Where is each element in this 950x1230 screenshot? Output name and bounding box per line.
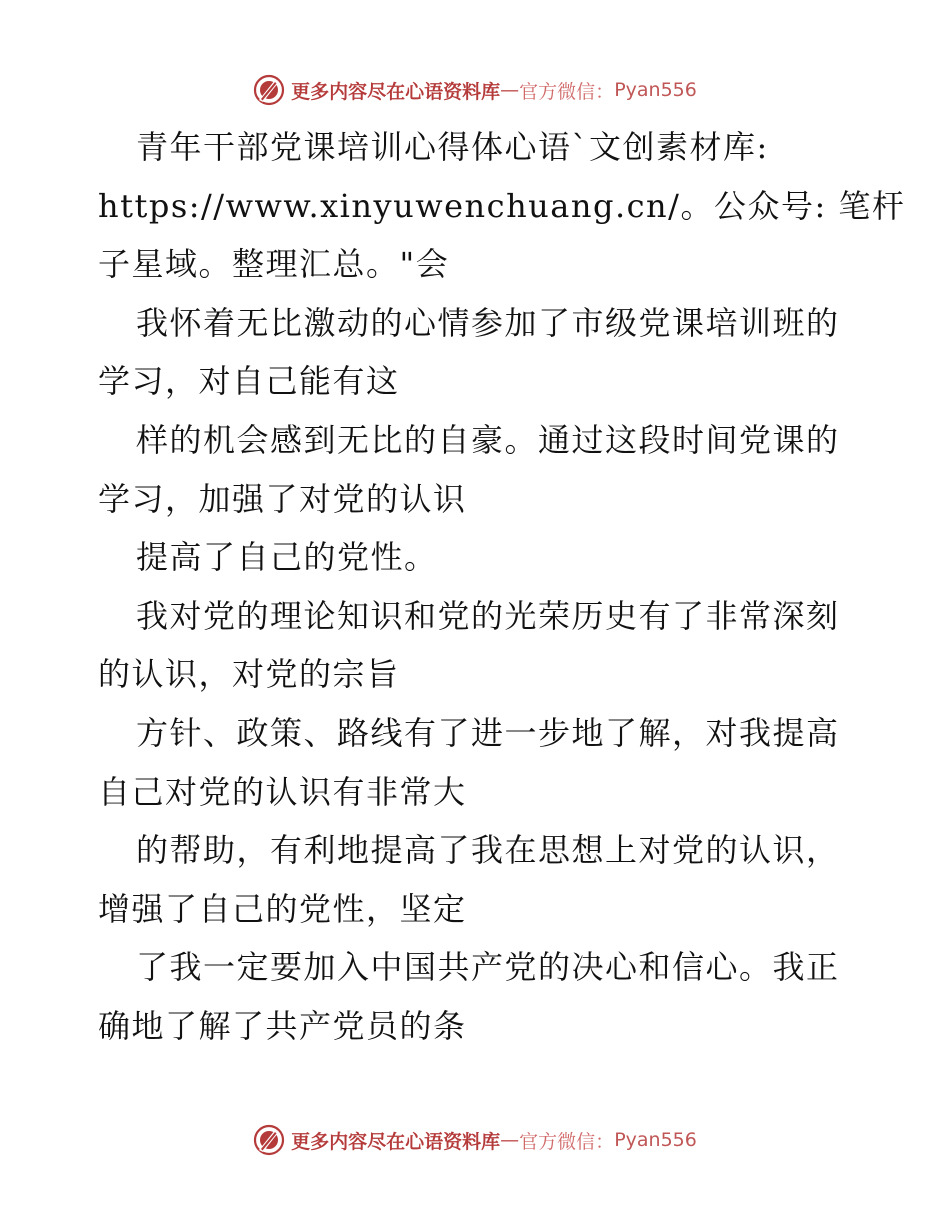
header-brand-text: 更多内容尽在心语资料库 bbox=[291, 80, 501, 103]
header-dash: — bbox=[500, 79, 520, 101]
body-line-12: 自己对党的认识有非常大 bbox=[98, 772, 467, 811]
body-line-5: 学习，对自己能有这 bbox=[98, 362, 400, 401]
footer-dash: — bbox=[500, 1129, 520, 1151]
body-line-2: https://www.xinyuwenchuang.cn/。公众号: 笔杆 bbox=[98, 186, 906, 225]
body-line-6: 样的机会感到无比的自豪。通过这段时间党课的 bbox=[136, 420, 840, 459]
footer-wechat-label: 官方微信： bbox=[519, 1130, 615, 1153]
header-wechat-id: Pyan556 bbox=[614, 79, 697, 101]
body-line-10: 的认识，对党的宗旨 bbox=[98, 655, 400, 694]
body-line-13: 的帮助，有利地提高了我在思想上对党的认识， bbox=[136, 831, 840, 870]
body-line-16: 确地了解了共产党员的条 bbox=[98, 1006, 467, 1045]
body-line-14: 增强了自己的党性，坚定 bbox=[98, 889, 467, 928]
header-banner bbox=[0, 70, 950, 110]
body-line-3: 子星域。整理汇总。"会 bbox=[98, 245, 450, 284]
body-line-4: 我怀着无比激动的心情参加了市级党课培训班的 bbox=[136, 303, 840, 342]
ink-brush-logo-icon bbox=[253, 74, 285, 106]
body-line-9: 我对党的理论知识和党的光荣历史有了非常深刻 bbox=[136, 596, 840, 635]
body-line-8: 提高了自己的党性。 bbox=[136, 538, 438, 577]
footer-banner bbox=[0, 1120, 950, 1160]
body-line-7: 学习，加强了对党的认识 bbox=[98, 479, 467, 518]
body-line-11: 方针、政策、路线有了进一步地了解，对我提高 bbox=[136, 713, 840, 752]
footer-wechat-id: Pyan556 bbox=[614, 1129, 697, 1151]
document-body bbox=[98, 118, 906, 1056]
body-line-1: 青年干部党课培训心得体心语`文创素材库: bbox=[136, 128, 769, 166]
header-wechat-label: 官方微信： bbox=[519, 80, 615, 103]
ink-brush-logo-icon bbox=[253, 1124, 285, 1156]
footer-brand-text: 更多内容尽在心语资料库 bbox=[291, 1130, 501, 1153]
body-line-15: 了我一定要加入中国共产党的决心和信心。我正 bbox=[136, 948, 840, 987]
